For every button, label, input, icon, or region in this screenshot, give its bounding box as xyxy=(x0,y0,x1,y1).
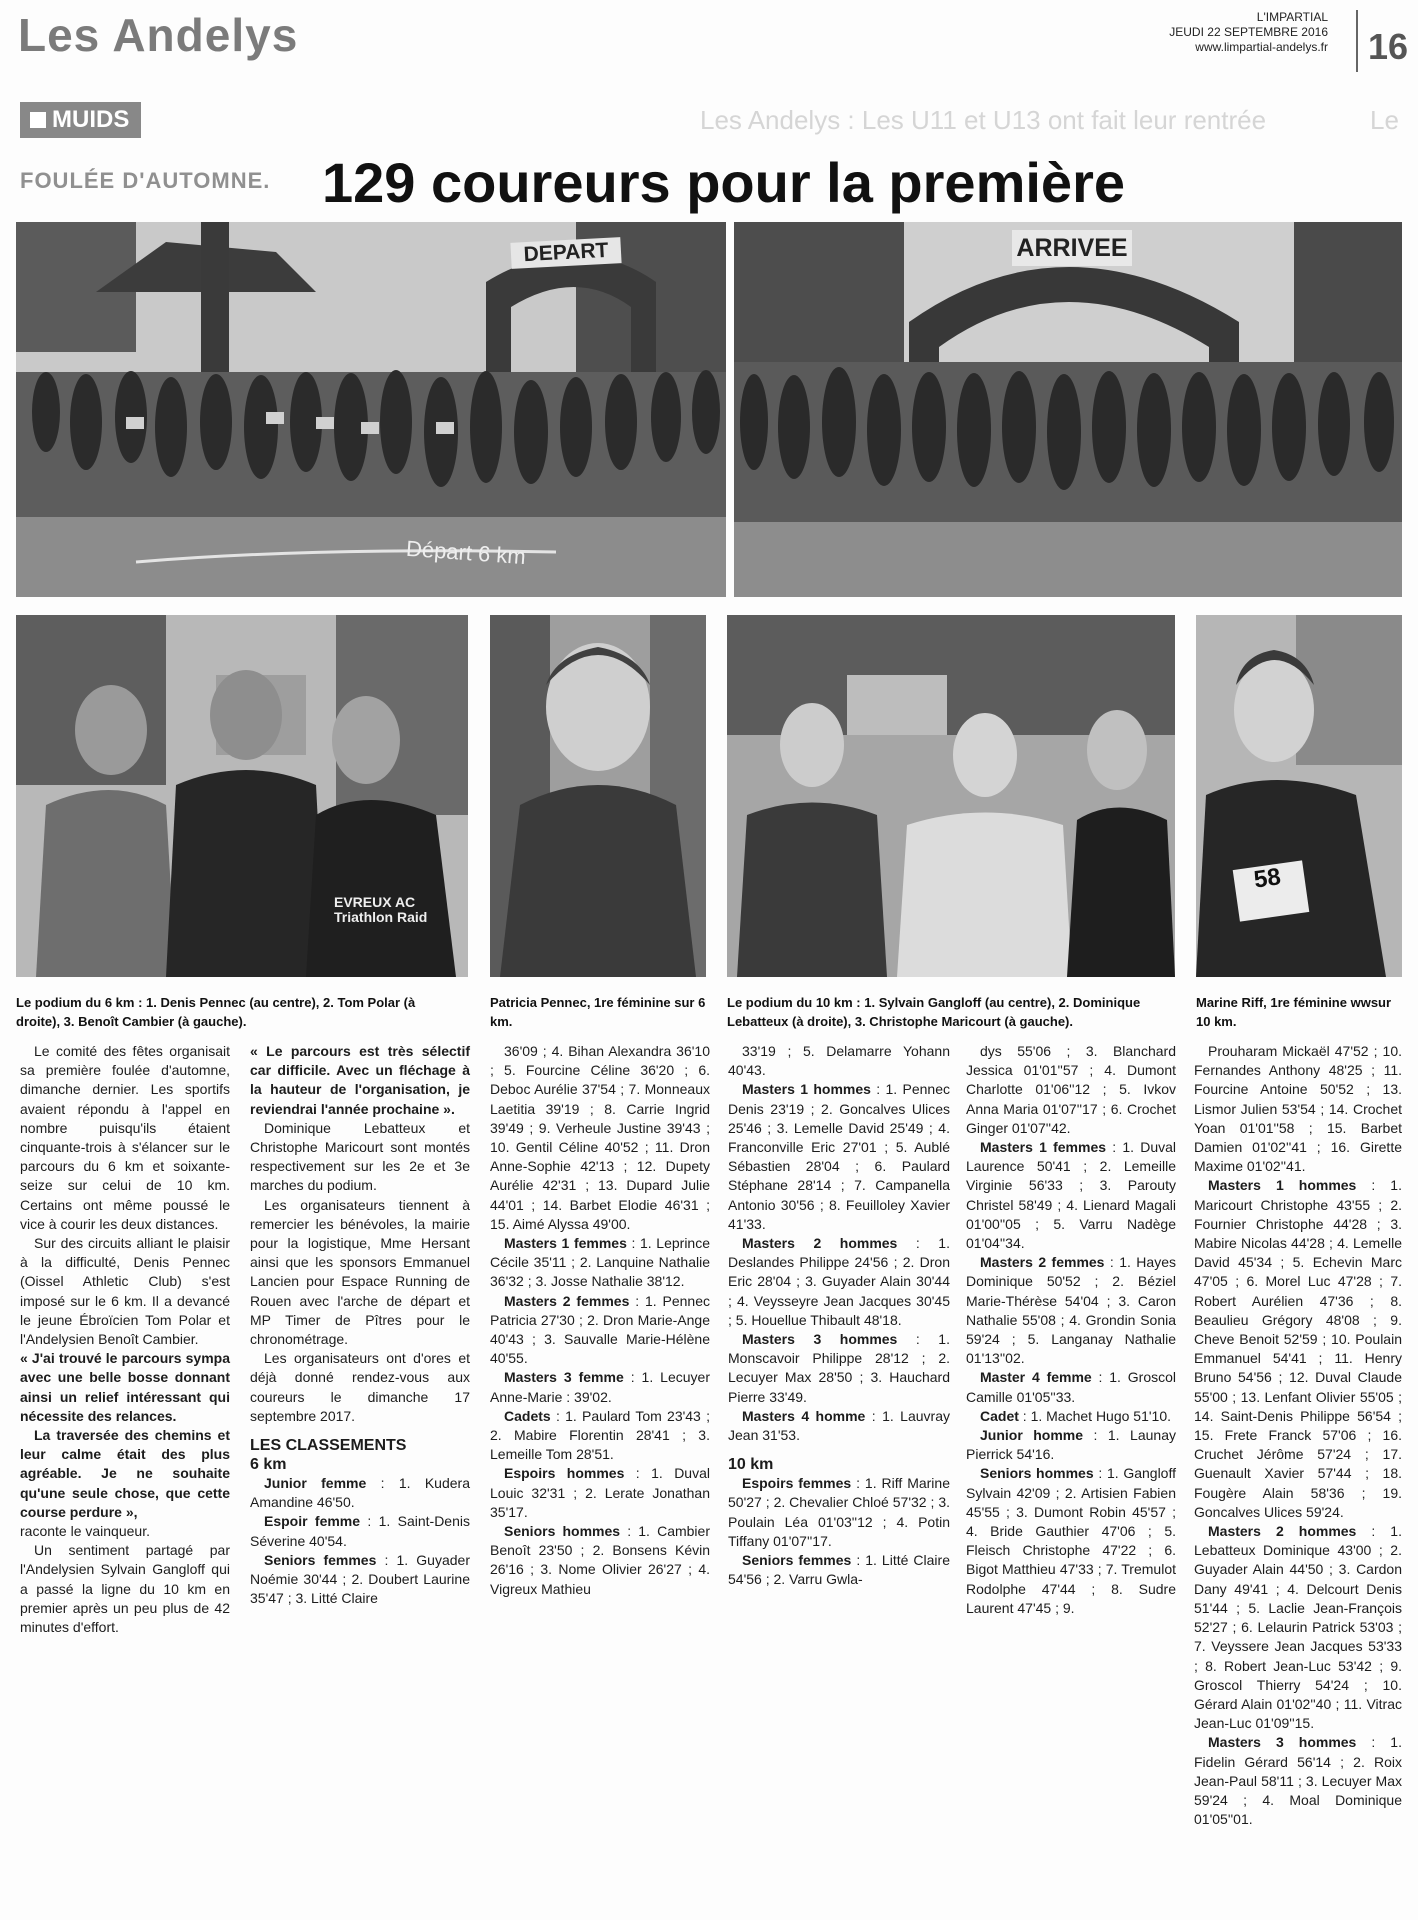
result-text: : 1. Pennec Denis 23'19 ; 2. Goncalves Ulices 25'46 ; 3. Lemelle David 25'49 ; 4. Franconville Eric 27'01 ; 5. Aublé Sébastien 28'04 ; 6. Paulard Stéphane 28'14 ; 7. Campanella Antonio 30'56 ; 8. Feuilloley Xavier 41'33. xyxy=(728,1081,951,1232)
ground-chalk-text: Départ 6 km xyxy=(405,535,527,570)
result-text: : 1. Leprince Cécile 35'11 ; 2. Lanquine Nathalie 36'32 ; 3. Josse Nathalie 38'12. xyxy=(490,1235,711,1290)
article-paragraph: raconte le vainqueur. xyxy=(20,1523,150,1540)
result-category: Espoirs hommes xyxy=(504,1465,625,1482)
square-icon xyxy=(30,112,46,128)
article-paragraph: Dominique Lebatteux et Christophe Maricourt sont montés respectivement sur les 2e et 3e marches du podium. xyxy=(250,1119,470,1194)
result-text: : 1. Paulard Tom 23'43 ; 2. Mabire Florentin 28'41 ; 3. Lemeille Tom 28'51. xyxy=(490,1407,710,1463)
results-list-c3 xyxy=(490,1042,710,1599)
result-entry xyxy=(250,1551,470,1609)
result-category: Seniors hommes xyxy=(504,1523,621,1540)
photo-marine-riff xyxy=(1196,615,1402,977)
results-6km-heading: 6 km xyxy=(250,1456,287,1474)
result-text: : 1. Duval Louic 32'31 ; 2. Lerate Jonathan 35'17. xyxy=(490,1465,710,1520)
result-category: Masters 2 hommes xyxy=(1208,1523,1357,1540)
article-paragraph: Le comité des fêtes organisait sa première foulée d'automne, dimanche dernier. Les sportifs avaient répondu à l'appel en nombre puisqu'ils étaient cinquante-trois à s'élancer sur le parcours du 6 km et soixante-seize sur celui de 10 km. Certains ont même poussé le vice à courir les deux distances. xyxy=(20,1043,230,1232)
result-text: : 1. Deslandes Philippe 24'56 ; 2. Dron Eric 28'04 ; 3. Guyader Alain 30'44 ; 4. Veysseyre Jean Jacques 30'45 ; 5. Houellue Thibault 48'18. xyxy=(728,1235,950,1328)
article-paragraph: Les organisateurs ont d'ores et déjà donné rendez-vous aux coureurs le dimanche 17 septembre 2017. xyxy=(250,1350,470,1424)
result-category: Seniors femmes xyxy=(742,1552,852,1569)
photo-finish-line xyxy=(734,222,1402,597)
caption-patricia-pennec: Patricia Pennec, 1re féminine sur 6 km. xyxy=(490,995,706,1029)
arrivee-banner: ARRIVEE xyxy=(1012,230,1132,266)
article-kicker: FOULÉE D'AUTOMNE. xyxy=(20,168,271,193)
result-category: Masters 4 homme xyxy=(742,1407,866,1424)
result-text: : 1. Guyader Noémie 30'44 ; 2. Doubert Laurine 35'47 ; 3. Litté Claire xyxy=(250,1551,470,1607)
result-category: Cadets xyxy=(504,1407,551,1424)
result-entry xyxy=(966,1253,1176,1368)
results-list-c5 xyxy=(966,1042,1176,1618)
article-quote: « Le parcours est très sélectif car difficile. Avec un fléchage à la hauteur de l'organisation, je reviendrai l'année prochaine ». xyxy=(250,1043,470,1117)
website: www.limpartial-andelys.fr xyxy=(1195,40,1328,54)
paper-name: L'IMPARTIAL xyxy=(1256,10,1328,24)
result-text: : 1. Hayes Dominique 50'52 ; 2. Béziel Marie-Thérèse 54'04 ; 3. Caron Nathalie 55'08 ; 4. Grondin Sonia 59'24 ; 5. Langanay Nathalie 01'13''02. xyxy=(966,1254,1176,1367)
result-text: : 1. Litté Claire 54'56 ; 2. Varru Gwla- xyxy=(728,1552,950,1588)
depart-banner: DEPART xyxy=(510,237,621,269)
result-category: Espoirs femmes xyxy=(742,1475,852,1492)
result-text: : 1. Pennec Patricia 27'30 ; 2. Dron Marie-Ange 40'43 ; 3. Sauvalle Marie-Hélène 40'55. xyxy=(490,1292,711,1367)
result-category: Masters 1 femmes xyxy=(504,1235,627,1252)
results-title: LES CLASSEMENTS xyxy=(250,1437,407,1455)
results-list-c6 xyxy=(1194,1042,1402,1829)
result-category: Masters 2 hommes xyxy=(742,1235,898,1252)
header-divider xyxy=(1356,10,1358,72)
caption-podium-6km: Le podium du 6 km : 1. Denis Pennec (au centre), 2. Tom Polar (à droite), 3. Benoît Cambier (à gauche). xyxy=(16,995,416,1029)
result-category: Junior homme xyxy=(980,1427,1084,1444)
results-column-5 xyxy=(966,1042,1176,1618)
result-category: Master 4 femme xyxy=(980,1369,1092,1386)
results-column-6 xyxy=(1194,1042,1402,1829)
result-category: Cadet xyxy=(980,1407,1019,1424)
result-text: : 1. Maricourt Christophe 43'55 ; 2. Fournier Christophe 44'28 ; 3. Mabire Nicolas 44'28 ; 4. Lemelle David 45'34 ; 5. Echevin Marc 47'05 ; 6. Morel Luc 47'28 ; 7. Robert Aurélien 47'36 ; 8. Beaulieu Grégory 48'08 ; 9. Cheve Benoit 52'59 ; 10. Poulain Emmanuel 54'41 ; 11. Henry Bruno 54'56 ; 12. Duval Claude 55'00 ; 13. Lenfant Olivier 55'05 ; 14. Saint-Denis Philippe 56'54 ; 15. Frete Franck 57'06 ; 16. Cruchet Jérôme 57'24 ; 17. Guenault Xavier 57'44 ; 18. Fougère Alain 58'36 ; 19. Goncalves Ulices 59'24. xyxy=(1194,1177,1402,1520)
result-category: Seniors hommes xyxy=(980,1465,1094,1482)
result-entry xyxy=(966,1407,1176,1426)
article-paragraph: Un sentiment partagé par l'Andelysien Sylvain Gangloff qui a passé la ligne du 10 km en premier après un peu plus de 42 minutes d'effort. xyxy=(20,1542,230,1636)
result-entry xyxy=(490,1042,710,1234)
result-text: : 1. Riff Marine 50'27 ; 2. Chevalier Chloé 57'32 ; 3. Poulain Léa 01'03''12 ; 4. Potin Tiffany 01'07''17. xyxy=(728,1475,950,1549)
article-quote: La traversée des chemins et leur calme était des plus agréable. Je ne souhaite qu'une seule chose, que cette course perdure », xyxy=(20,1427,230,1520)
result-text: 33'19 ; 5. Delamarre Yohann 40'43. xyxy=(728,1043,950,1079)
result-category: Masters 3 femme xyxy=(504,1369,624,1386)
page-number: 16 xyxy=(1368,26,1409,67)
result-entry xyxy=(490,1292,710,1369)
result-text: : 1. Lauvray Jean 31'53. xyxy=(728,1407,950,1444)
result-entry xyxy=(966,1138,1176,1253)
result-entry xyxy=(728,1474,950,1551)
result-entry xyxy=(728,1234,950,1330)
photo-podium-10km xyxy=(727,615,1175,977)
result-entry xyxy=(490,1407,710,1465)
result-entry xyxy=(728,1330,950,1407)
result-text: 36'09 ; 4. Bihan Alexandra 36'10 ; 5. Fourcine Céline 36'20 ; 6. Deboc Aurélie 37'54 ; 7. Monneaux Laetitia 39'19 ; 8. Carrie Ingrid 39'49 ; 9. Verheule Justine 39'43 ; 10. Gentil Céline 40'52 ; 11. Dron Anne-Sophie 42'13 ; 12. Dupety Aurélie 42'31 ; 13. Dupard Julie 44'01 ; 14. Barbet Elodie 46'31 ; 15. Aimé Alyssa 49'00. xyxy=(490,1043,710,1232)
result-entry xyxy=(728,1042,950,1080)
photo-start-line xyxy=(16,222,726,597)
result-entry xyxy=(966,1042,1176,1138)
rubric-label: MUIDS xyxy=(52,106,130,133)
caption-podium-10km: Le podium du 10 km : 1. Sylvain Gangloff (au centre), 2. Dominique Lebatteux (à droite), 3. Christophe Maricourt (à gauche). xyxy=(727,995,1141,1029)
result-text: dys 55'06 ; 3. Blanchard Jessica 01'01''57 ; 4. Dumont Charlotte 01'06''12 ; 5. Ivkov Anna Maria 01'07''17 ; 6. Crochet Ginger 01'07''42. xyxy=(966,1043,1176,1136)
result-text: : 1. Lecuyer Anne-Marie : 39'02. xyxy=(490,1369,710,1405)
bleed-through-text: Les Andelys : Les U11 et U13 ont fait leur rentrée xyxy=(700,105,1267,135)
article-paragraph: Sur des circuits alliant le plaisir à la difficulté, Denis Pennec (Oissel Athletic Club) s'est imposé sur le 6 km. Il a devancé le jeune Ébroïcien Tom Polar et l'Andelysien Benoît Cambier. xyxy=(20,1235,230,1348)
result-text: : 1. Monscavoir Philippe 28'12 ; 2. Lecuyer Max 28'50 ; 3. Hauchard Pierre 33'49. xyxy=(728,1331,950,1405)
article-headline: 129 coureurs pour la première xyxy=(322,151,1126,214)
result-entry xyxy=(490,1368,710,1406)
rubric-tag xyxy=(20,102,141,138)
result-entry xyxy=(728,1551,950,1589)
results-column-3 xyxy=(490,1042,710,1599)
result-entry xyxy=(490,1234,710,1292)
results-list-c4b xyxy=(728,1474,950,1589)
photo-patricia-pennec xyxy=(490,615,706,977)
bleed-through-text-right: Le xyxy=(1370,105,1399,135)
result-entry xyxy=(966,1426,1176,1464)
article-column-2 xyxy=(250,1042,470,1608)
result-category: Seniors femmes xyxy=(264,1551,377,1568)
result-text: : 1. Gangloff Sylvain 42'09 ; 2. Artisien Fabien 45'55 ; 3. Dumont Robin 45'57 ; 4. Bride Gauthier 47'06 ; 5. Fleisch Christophe 47'22 ; 6. Bigot Matthieu 47'33 ; 7. Tremulot Rodolphe 47'44 ; 8. Sudre Laurent 47'45 ; 9. xyxy=(966,1465,1176,1616)
photo-podium-6km xyxy=(16,615,468,977)
result-entry xyxy=(490,1522,710,1599)
result-category: Masters 1 femmes xyxy=(980,1139,1107,1156)
result-entry xyxy=(250,1474,470,1512)
result-category: Masters 1 hommes xyxy=(742,1081,871,1098)
issue-date: JEUDI 22 SEPTEMBRE 2016 xyxy=(1169,25,1328,39)
race-bib: 58 xyxy=(1252,863,1283,894)
result-entry xyxy=(490,1464,710,1522)
article-quote: « J'ai trouvé le parcours sympa avec une belle bosse donnant ainsi un relief intéressant qui nécessite des relances. xyxy=(20,1350,230,1424)
result-text: : 1. Machet Hugo 51'10. xyxy=(1018,1407,1172,1424)
result-category: Junior femme xyxy=(264,1475,367,1492)
result-text: : 1. Duval Laurence 50'41 ; 2. Lemeille Virginie 56'33 ; 3. Parouty Christel 58'49 ; 4. Lienard Magali 01'00''05 ; 5. Varru Nadège 01'04''34. xyxy=(966,1139,1176,1252)
results-list-c2a xyxy=(250,1474,470,1608)
article-column-1 xyxy=(20,1042,230,1637)
results-column-4 xyxy=(728,1042,950,1589)
result-text: : 1. Fidelin Gérard 56'14 ; 2. Roix Jean-Paul 58'11 ; 3. Lecuyer Max 59'24 ; 4. Moal Dominique 01'05''01. xyxy=(1194,1734,1402,1828)
result-entry xyxy=(728,1407,950,1445)
article-paragraph: Les organisateurs tiennent à remercier les bénévoles, la mairie pour la logistique, Mme Hersant ainsi que les sponsors Emmanuel Lancien pour Espace Running de Rouen avec l'arche de départ et MP Timer de Pîtres pour le chronométrage. xyxy=(250,1196,470,1348)
results-10km-heading: 10 km xyxy=(728,1456,774,1474)
result-entry xyxy=(1194,1042,1402,1176)
result-category: Masters 2 femmes xyxy=(504,1292,630,1309)
result-text: : 1. Cambier Benoît 23'50 ; 2. Bonsens Kévin 26'16 ; 3. Nome Olivier 26'27 ; 4. Vigreux Mathieu xyxy=(490,1523,710,1597)
town-header: Les Andelys xyxy=(18,9,299,61)
result-entry xyxy=(1194,1176,1402,1522)
caption-marine-riff: Marine Riff, 1re féminine wwsur 10 km. xyxy=(1196,995,1392,1029)
result-text: : 1. Kudera Amandine 46'50. xyxy=(250,1475,470,1511)
result-entry xyxy=(966,1368,1176,1406)
shirt-print: EVREUX AC Triathlon Raid xyxy=(334,894,428,925)
masthead xyxy=(1169,10,1328,55)
result-entry xyxy=(966,1464,1176,1618)
result-text: Prouharam Mickaël 47'52 ; 10. Fernandes Anthony 48'25 ; 11. Fourcine Antoine 50'52 ; 13. Lismor Julien 53'54 ; 14. Crochet Yoan 01'01''58 ; 15. Barbet Damien 01'02''41 ; 16. Girette Maxime 01'02''41. xyxy=(1194,1043,1402,1175)
result-entry xyxy=(728,1080,950,1234)
result-category: Masters 3 hommes xyxy=(742,1331,898,1348)
results-list-c4a xyxy=(728,1042,950,1445)
result-category: Masters 3 hommes xyxy=(1208,1734,1357,1751)
result-category: Espoir femme xyxy=(264,1513,361,1530)
result-category: Masters 1 hommes xyxy=(1208,1177,1357,1194)
result-text: : 1. Launay Pierrick 54'16. xyxy=(966,1427,1176,1463)
result-entry xyxy=(1194,1733,1402,1829)
result-text: : 1. Lebatteux Dominique 43'00 ; 2. Guyader Alain 44'50 ; 3. Cardon Dany 49'41 ; 4. Delcourt Denis 51'44 ; 5. Laclie Jean-François 52'27 ; 6. Lelaurin Patrick 53'03 ; 7. Veyssere Jean Jacques 53'33 ; 8. Robert Jean-Luc 53'42 ; 9. Groscol Thierry 54'24 ; 10. Gérard Alain 01'02''40 ; 11. Vitrac Jean-Luc 01'09''15. xyxy=(1194,1523,1402,1732)
result-text: : 1. Groscol Camille 01'05''33. xyxy=(966,1369,1177,1405)
result-entry xyxy=(1194,1522,1402,1733)
result-category: Masters 2 femmes xyxy=(980,1254,1105,1271)
result-entry xyxy=(250,1512,470,1550)
result-text: : 1. Saint-Denis Séverine 40'54. xyxy=(250,1513,470,1549)
